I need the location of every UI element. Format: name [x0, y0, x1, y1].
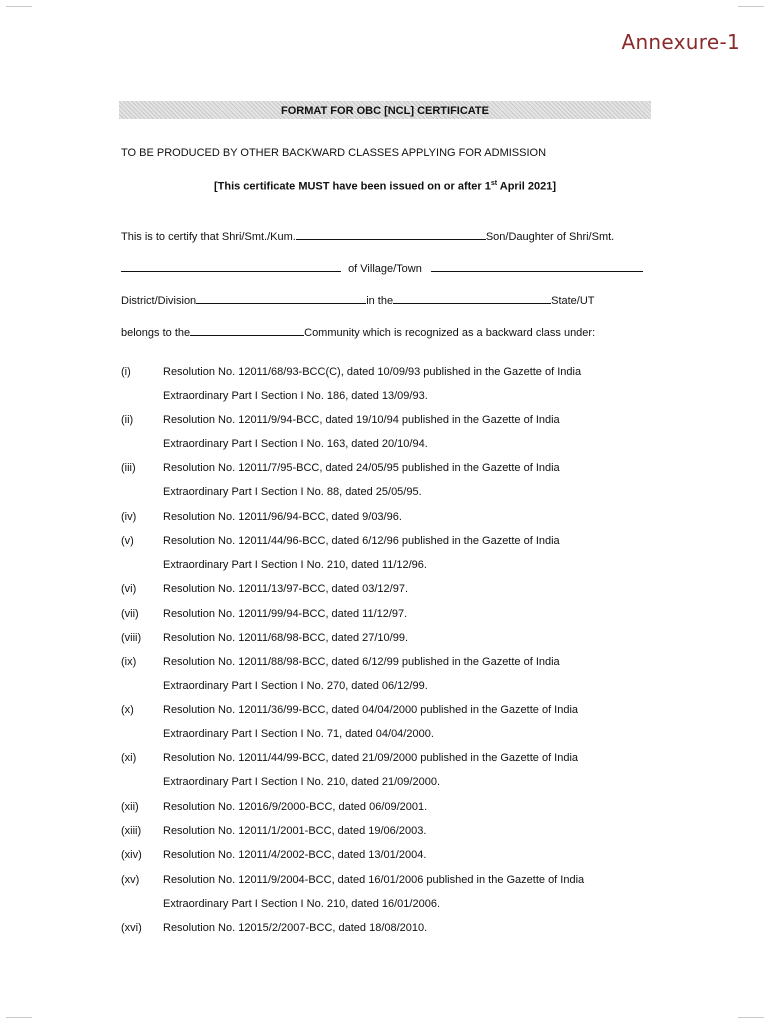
title-band	[119, 101, 651, 119]
crop-mark-top-left	[6, 6, 32, 7]
resolution-line-2: Extraordinary Part I Section I No. 186, dated 13/09/93.	[163, 390, 428, 402]
resolution-line-1: Resolution No. 12011/1/2001-BCC, dated 19/06/2003.	[163, 825, 427, 837]
community-text: Community which is recognized as a backward class under:	[304, 327, 596, 339]
district-label: District/Division	[121, 295, 197, 307]
resolution-line-1: Resolution No. 12011/96/94-BCC, dated 9/03/96.	[163, 511, 402, 523]
in-the-label: in the	[366, 295, 394, 307]
resolution-number: (xi)	[121, 752, 137, 764]
resolution-number: (viii)	[121, 632, 142, 644]
form-line-4	[121, 324, 595, 339]
resolution-number: (iv)	[121, 511, 137, 523]
name-blank[interactable]	[296, 228, 486, 240]
resolution-number: (vi)	[121, 583, 137, 595]
resolution-number: (i)	[121, 366, 131, 378]
annexure-label: Annexure-1	[621, 30, 740, 54]
subtitle: TO BE PRODUCED BY OTHER BACKWARD CLASSES APPLYING FOR ADMISSION	[121, 147, 547, 159]
resolution-line-2: Extraordinary Part I Section I No. 210, dated 11/12/96.	[163, 559, 427, 571]
district-blank[interactable]	[196, 292, 366, 304]
resolution-line-1: Resolution No. 12011/88/98-BCC, dated 6/12/99 published in the Gazette of India	[163, 656, 560, 668]
resolution-line-1: Resolution No. 12011/7/95-BCC, dated 24/05/95 published in the Gazette of India	[163, 462, 560, 474]
resolution-number: (xvi)	[121, 922, 142, 934]
resolution-line-2: Extraordinary Part I Section I No. 163, dated 20/10/94.	[163, 438, 428, 450]
resolution-line-1: Resolution No. 12011/99/94-BCC, dated 11/12/97.	[163, 608, 408, 620]
resolution-number: (iii)	[121, 462, 136, 474]
village-label: of Village/Town	[348, 263, 422, 275]
resolution-line-1: Resolution No. 12011/68/98-BCC, dated 27/10/99.	[163, 632, 409, 644]
resolution-line-2: Extraordinary Part I Section I No. 88, dated 25/05/95.	[163, 486, 422, 498]
notice-text-end: April 2021]	[497, 180, 557, 193]
community-blank[interactable]	[190, 324, 304, 336]
resolution-line-1: Resolution No. 12011/9/2004-BCC, dated 16/01/2006 published in the Gazette of India	[163, 874, 585, 886]
resolution-number: (ix)	[121, 656, 137, 668]
state-label: State/UT	[551, 295, 595, 307]
resolution-line-1: Resolution No. 12011/68/93-BCC(C), dated 10/09/93 published in the Gazette of India	[163, 366, 582, 378]
resolution-line-1: Resolution No. 12015/2/2007-BCC, dated 18/08/2010.	[163, 922, 428, 934]
parent-label: Son/Daughter of Shri/Smt.	[485, 231, 615, 243]
resolution-line-1: Resolution No. 12011/4/2002-BCC, dated 13/01/2004.	[163, 849, 427, 861]
form-line-2	[121, 260, 643, 275]
resolution-number: (xiii)	[121, 825, 142, 837]
resolution-number: (xiv)	[121, 849, 142, 861]
crop-mark-bottom-left	[6, 1017, 32, 1018]
resolution-line-2: Extraordinary Part I Section I No. 210, dated 16/01/2006.	[163, 898, 441, 910]
belongs-label: belongs to the	[121, 327, 191, 339]
notice-superscript: st	[490, 180, 498, 187]
parent-name-blank[interactable]	[121, 260, 341, 272]
issue-date-notice	[0, 180, 770, 193]
certify-text: This is to certify that Shri/Smt./Kum.	[121, 231, 296, 243]
resolution-number: (xii)	[121, 801, 139, 813]
resolution-line-1: Resolution No. 12011/9/94-BCC, dated 19/10/94 published in the Gazette of India	[163, 414, 560, 426]
form-line-1	[121, 228, 614, 243]
resolution-number: (x)	[121, 704, 134, 716]
form-line-3	[121, 292, 595, 307]
resolution-number: (ii)	[121, 414, 134, 426]
resolution-line-1: Resolution No. 12011/44/99-BCC, dated 21/09/2000 published in the Gazette of India	[163, 752, 579, 764]
resolution-line-1: Resolution No. 12011/44/96-BCC, dated 6/12/96 published in the Gazette of India	[163, 535, 560, 547]
crop-mark-bottom-right	[738, 1017, 764, 1018]
resolution-line-2: Extraordinary Part I Section I No. 270, dated 06/12/99.	[163, 680, 428, 692]
notice-text-start: [This certificate MUST have been issued on or after 1	[213, 180, 491, 193]
resolution-line-1: Resolution No. 12011/13/97-BCC, dated 03/12/97.	[163, 583, 409, 595]
state-blank[interactable]	[393, 292, 551, 304]
resolution-line-2: Extraordinary Part I Section I No. 210, dated 21/09/2000.	[163, 776, 441, 788]
resolution-line-1: Resolution No. 12016/9/2000-BCC, dated 06/09/2001.	[163, 801, 428, 813]
resolution-number: (vii)	[121, 608, 139, 620]
crop-mark-top-right	[738, 6, 764, 7]
village-blank[interactable]	[431, 260, 643, 272]
resolution-number: (xv)	[121, 874, 140, 886]
resolution-number: (v)	[121, 535, 134, 547]
document-title: FORMAT FOR OBC [NCL] CERTIFICATE	[281, 105, 489, 117]
resolution-line-2: Extraordinary Part I Section I No. 71, dated 04/04/2000.	[163, 728, 434, 740]
resolution-line-1: Resolution No. 12011/36/99-BCC, dated 04/04/2000 published in the Gazette of India	[163, 704, 579, 716]
